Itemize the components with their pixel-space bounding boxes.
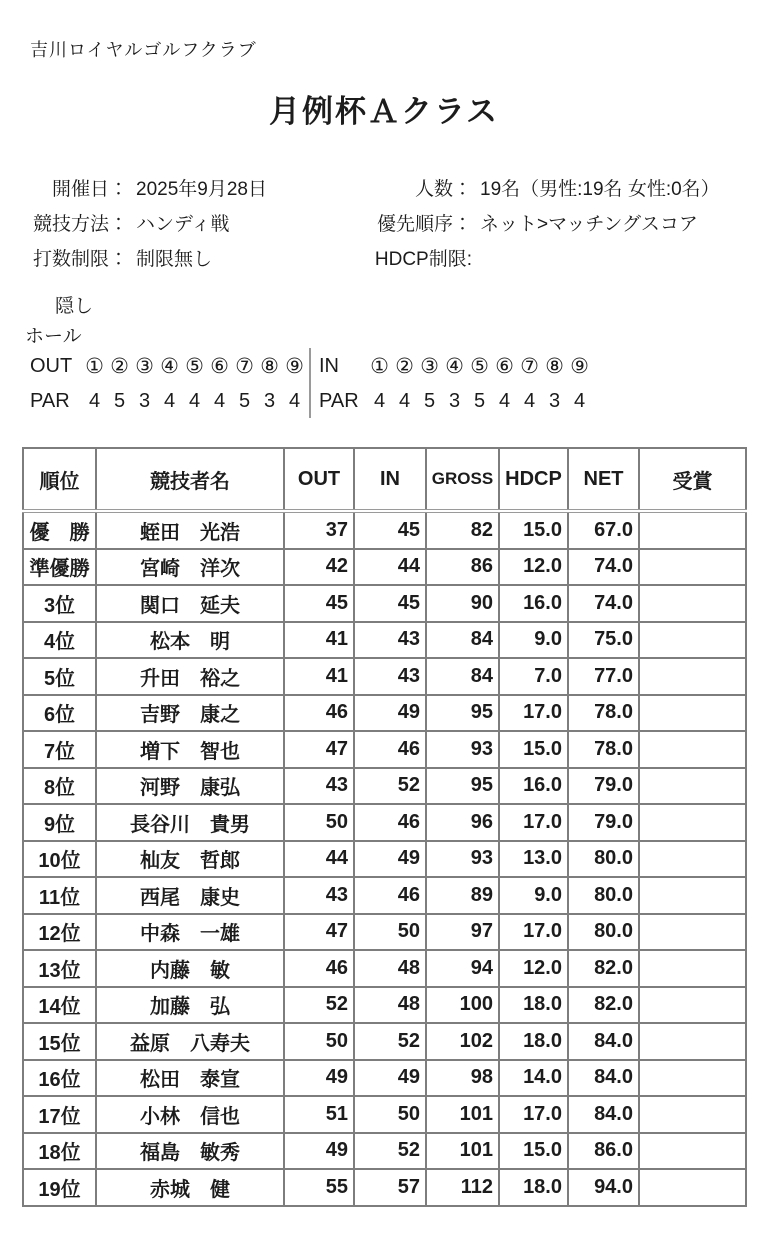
net-score-cell: 79.0 [568, 768, 639, 805]
hidden-holes-label-line2: ホール [25, 326, 82, 347]
info-row [0, 205, 768, 240]
hdcp-cell: 13.0 [499, 841, 568, 878]
table-row [23, 841, 746, 878]
hdcp-cell: 14.0 [499, 1060, 568, 1097]
info-priority-label: 優先順序： [376, 214, 472, 235]
hdcp-cell: 12.0 [499, 549, 568, 586]
hdcp-cell: 9.0 [499, 622, 568, 659]
table-row [23, 950, 746, 987]
in-label: IN [319, 354, 339, 377]
rank-cell: 19位 [23, 1169, 96, 1206]
hole-cell: 4 [163, 389, 176, 412]
table-row [23, 1096, 746, 1133]
net-score-cell: 74.0 [568, 585, 639, 622]
in-score-cell: 49 [354, 695, 426, 732]
rank-cell: 4位 [23, 622, 96, 659]
info-stroke-limit-label: 打数制限： [32, 249, 128, 270]
col-gross: GROSS [426, 448, 499, 511]
player-name-cell: 西尾 康史 [96, 877, 284, 914]
hole-cell: 3 [263, 389, 276, 412]
gross-score-cell: 96 [426, 804, 499, 841]
hole-cell: 4 [573, 389, 586, 412]
hole-cell: 4 [288, 389, 301, 412]
results-table-header [23, 448, 746, 511]
gross-score-cell: 95 [426, 695, 499, 732]
out-score-cell: 44 [284, 841, 354, 878]
info-stroke-limit-value: 制限無し [136, 249, 213, 270]
award-cell [639, 877, 746, 914]
in-score-cell: 49 [354, 1060, 426, 1097]
player-name-cell: 長谷川 貴男 [96, 804, 284, 841]
player-name-cell: 福島 敏秀 [96, 1133, 284, 1170]
award-cell [639, 1133, 746, 1170]
hdcp-cell: 15.0 [499, 1133, 568, 1170]
gross-score-cell: 93 [426, 731, 499, 768]
net-score-cell: 80.0 [568, 841, 639, 878]
award-cell [639, 1096, 746, 1133]
gross-score-cell: 100 [426, 987, 499, 1024]
hole-cell: ⑧ [545, 354, 564, 378]
rank-cell: 13位 [23, 950, 96, 987]
info-participants-label: 人数： [414, 179, 472, 200]
in-holes-block [309, 348, 592, 418]
rank-cell: 12位 [23, 914, 96, 951]
col-rank: 順位 [23, 448, 96, 511]
info-method-value: ハンディ戦 [136, 214, 230, 235]
out-score-cell: 42 [284, 549, 354, 586]
out-score-cell: 41 [284, 622, 354, 659]
info-priority [372, 209, 698, 236]
out-label: OUT [30, 354, 73, 377]
rank-cell: 8位 [23, 768, 96, 805]
info-date [0, 174, 372, 201]
rank-cell: 9位 [23, 804, 96, 841]
info-method [0, 209, 372, 236]
in-score-cell: 57 [354, 1169, 426, 1206]
table-row [23, 695, 746, 732]
gross-score-cell: 84 [426, 658, 499, 695]
player-name-cell: 宮崎 洋次 [96, 549, 284, 586]
net-score-cell: 84.0 [568, 1096, 639, 1133]
award-cell [639, 804, 746, 841]
info-date-value: 2025年9月28日 [136, 179, 267, 200]
net-score-cell: 78.0 [568, 695, 639, 732]
hole-cell: ⑦ [235, 354, 254, 378]
col-hdcp: HDCP [499, 448, 568, 511]
hole-cell: ③ [420, 354, 439, 378]
page-title: 月例杯Ａクラス [268, 94, 500, 129]
out-score-cell: 50 [284, 804, 354, 841]
player-name-cell: 増下 智也 [96, 731, 284, 768]
out-score-cell: 49 [284, 1060, 354, 1097]
player-name-cell: 中森 一雄 [96, 914, 284, 951]
rank-cell: 準優勝 [23, 549, 96, 586]
in-score-cell: 50 [354, 1096, 426, 1133]
rank-cell: 11位 [23, 877, 96, 914]
in-score-cell: 52 [354, 768, 426, 805]
table-row [23, 768, 746, 805]
in-score-cell: 48 [354, 950, 426, 987]
out-score-cell: 41 [284, 658, 354, 695]
net-score-cell: 84.0 [568, 1060, 639, 1097]
net-score-cell: 94.0 [568, 1169, 639, 1206]
gross-score-cell: 93 [426, 841, 499, 878]
player-name-cell: 益原 八寿夫 [96, 1023, 284, 1060]
in-score-cell: 52 [354, 1023, 426, 1060]
info-participants-value: 19名（男性:19名 女性:0名） [480, 179, 720, 200]
out-par-label: PAR [30, 389, 70, 412]
award-cell [639, 658, 746, 695]
gross-score-cell: 84 [426, 622, 499, 659]
hole-cell: ④ [445, 354, 464, 378]
out-score-cell: 55 [284, 1169, 354, 1206]
table-row [23, 731, 746, 768]
col-out: OUT [284, 448, 354, 511]
in-par-label: PAR [319, 389, 359, 412]
out-holes-block [30, 348, 307, 418]
out-score-cell: 47 [284, 914, 354, 951]
hdcp-cell: 9.0 [499, 877, 568, 914]
player-name-cell: 小林 信也 [96, 1096, 284, 1133]
table-row [23, 1023, 746, 1060]
player-name-cell: 蛭田 光浩 [96, 511, 284, 549]
hole-cell: ⑤ [470, 354, 489, 378]
in-score-cell: 49 [354, 841, 426, 878]
gross-score-cell: 95 [426, 768, 499, 805]
rank-cell: 14位 [23, 987, 96, 1024]
event-info [0, 170, 768, 275]
player-name-cell: 赤城 健 [96, 1169, 284, 1206]
hole-cell: ② [395, 354, 414, 378]
hdcp-cell: 7.0 [499, 658, 568, 695]
player-name-cell: 関口 延夫 [96, 585, 284, 622]
hole-cell: 4 [398, 389, 411, 412]
hidden-holes-area [30, 348, 592, 418]
gross-score-cell: 94 [426, 950, 499, 987]
table-row [23, 804, 746, 841]
hdcp-cell: 18.0 [499, 987, 568, 1024]
hole-cell: 5 [113, 389, 126, 412]
info-hdcp-limit [372, 244, 480, 271]
in-score-cell: 50 [354, 914, 426, 951]
net-score-cell: 75.0 [568, 622, 639, 659]
hole-cell: 4 [213, 389, 226, 412]
gross-score-cell: 90 [426, 585, 499, 622]
rank-cell: 10位 [23, 841, 96, 878]
hole-cell: 3 [548, 389, 561, 412]
rank-cell: 3位 [23, 585, 96, 622]
info-method-label: 競技方法： [32, 214, 128, 235]
in-score-cell: 46 [354, 804, 426, 841]
gross-score-cell: 82 [426, 511, 499, 549]
table-row [23, 622, 746, 659]
hole-cell: ⑧ [260, 354, 279, 378]
out-score-cell: 43 [284, 768, 354, 805]
table-row [23, 585, 746, 622]
hole-cell: ① [85, 354, 104, 378]
hole-cell: ③ [135, 354, 154, 378]
table-row [23, 1169, 746, 1206]
club-name: 吉川ロイヤルゴルフクラブ [30, 40, 257, 60]
award-cell [639, 987, 746, 1024]
award-cell [639, 1169, 746, 1206]
table-row [23, 511, 746, 549]
out-score-cell: 51 [284, 1096, 354, 1133]
in-score-cell: 46 [354, 877, 426, 914]
hole-cell: 5 [238, 389, 251, 412]
table-row [23, 914, 746, 951]
in-score-cell: 48 [354, 987, 426, 1024]
gross-score-cell: 98 [426, 1060, 499, 1097]
out-score-cell: 45 [284, 585, 354, 622]
hole-cell: 5 [473, 389, 486, 412]
table-row [23, 1133, 746, 1170]
hole-cell: ⑤ [185, 354, 204, 378]
player-name-cell: 杣友 哲郎 [96, 841, 284, 878]
gross-score-cell: 102 [426, 1023, 499, 1060]
hdcp-cell: 15.0 [499, 511, 568, 549]
hole-cell: ② [110, 354, 129, 378]
hdcp-cell: 17.0 [499, 804, 568, 841]
info-row [0, 240, 768, 275]
player-name-cell: 河野 康弘 [96, 768, 284, 805]
net-score-cell: 86.0 [568, 1133, 639, 1170]
award-cell [639, 731, 746, 768]
out-score-cell: 52 [284, 987, 354, 1024]
gross-score-cell: 89 [426, 877, 499, 914]
in-score-cell: 45 [354, 585, 426, 622]
gross-score-cell: 101 [426, 1096, 499, 1133]
out-score-cell: 50 [284, 1023, 354, 1060]
in-score-cell: 52 [354, 1133, 426, 1170]
net-score-cell: 84.0 [568, 1023, 639, 1060]
hole-cell: ⑨ [285, 354, 304, 378]
net-score-cell: 82.0 [568, 987, 639, 1024]
info-row [0, 170, 768, 205]
col-player: 競技者名 [96, 448, 284, 511]
hdcp-cell: 17.0 [499, 695, 568, 732]
in-score-cell: 43 [354, 622, 426, 659]
hidden-holes-label [25, 292, 111, 352]
net-score-cell: 78.0 [568, 731, 639, 768]
col-award: 受賞 [639, 448, 746, 511]
award-cell [639, 622, 746, 659]
award-cell [639, 1060, 746, 1097]
hdcp-cell: 17.0 [499, 1096, 568, 1133]
info-priority-value: ネット>マッチングスコア [480, 214, 698, 235]
rank-cell: 15位 [23, 1023, 96, 1060]
hole-cell: 4 [373, 389, 386, 412]
in-score-cell: 43 [354, 658, 426, 695]
table-row [23, 1060, 746, 1097]
info-participants [372, 174, 720, 201]
hole-cell: 5 [423, 389, 436, 412]
net-score-cell: 67.0 [568, 511, 639, 549]
rank-cell: 17位 [23, 1096, 96, 1133]
header-row [23, 448, 746, 511]
net-score-cell: 79.0 [568, 804, 639, 841]
net-score-cell: 80.0 [568, 914, 639, 951]
info-date-label: 開催日： [51, 179, 128, 200]
hole-cell: ⑥ [210, 354, 229, 378]
player-name-cell: 升田 裕之 [96, 658, 284, 695]
hdcp-cell: 15.0 [499, 731, 568, 768]
hole-cell: ⑥ [495, 354, 514, 378]
out-score-cell: 37 [284, 511, 354, 549]
hole-cell: ④ [160, 354, 179, 378]
out-score-cell: 46 [284, 695, 354, 732]
gross-score-cell: 112 [426, 1169, 499, 1206]
hole-cell: ⑦ [520, 354, 539, 378]
hdcp-cell: 12.0 [499, 950, 568, 987]
award-cell [639, 841, 746, 878]
rank-cell: 優 勝 [23, 511, 96, 549]
out-score-cell: 46 [284, 950, 354, 987]
rank-cell: 5位 [23, 658, 96, 695]
award-cell [639, 549, 746, 586]
col-in: IN [354, 448, 426, 511]
rank-cell: 6位 [23, 695, 96, 732]
hdcp-cell: 18.0 [499, 1169, 568, 1206]
hole-cell: 3 [138, 389, 151, 412]
hole-cell: 4 [498, 389, 511, 412]
out-score-cell: 49 [284, 1133, 354, 1170]
player-name-cell: 加藤 弘 [96, 987, 284, 1024]
player-name-cell: 松本 明 [96, 622, 284, 659]
table-row [23, 877, 746, 914]
gross-score-cell: 97 [426, 914, 499, 951]
results-table-body [23, 511, 746, 1206]
hole-cell: 4 [188, 389, 201, 412]
gross-score-cell: 86 [426, 549, 499, 586]
results-table [22, 447, 747, 1207]
hidden-holes-label-line1: 隠し [55, 296, 94, 317]
in-score-cell: 46 [354, 731, 426, 768]
rank-cell: 16位 [23, 1060, 96, 1097]
table-row [23, 658, 746, 695]
hole-cell: ① [370, 354, 389, 378]
gross-score-cell: 101 [426, 1133, 499, 1170]
net-score-cell: 77.0 [568, 658, 639, 695]
award-cell [639, 914, 746, 951]
net-score-cell: 74.0 [568, 549, 639, 586]
col-net: NET [568, 448, 639, 511]
out-score-cell: 47 [284, 731, 354, 768]
table-row [23, 549, 746, 586]
hole-cell: ⑨ [570, 354, 589, 378]
in-score-cell: 45 [354, 511, 426, 549]
hole-cell: 4 [88, 389, 101, 412]
net-score-cell: 82.0 [568, 950, 639, 987]
hdcp-cell: 17.0 [499, 914, 568, 951]
rank-cell: 18位 [23, 1133, 96, 1170]
info-stroke-limit [0, 244, 372, 271]
player-name-cell: 内藤 敏 [96, 950, 284, 987]
hdcp-cell: 16.0 [499, 585, 568, 622]
player-name-cell: 吉野 康之 [96, 695, 284, 732]
hole-cell: 4 [523, 389, 536, 412]
award-cell [639, 511, 746, 549]
table-row [23, 987, 746, 1024]
in-score-cell: 44 [354, 549, 426, 586]
award-cell [639, 1023, 746, 1060]
info-hdcp-limit-label: HDCP制限: [374, 249, 472, 270]
rank-cell: 7位 [23, 731, 96, 768]
hdcp-cell: 16.0 [499, 768, 568, 805]
award-cell [639, 585, 746, 622]
out-score-cell: 43 [284, 877, 354, 914]
hdcp-cell: 18.0 [499, 1023, 568, 1060]
net-score-cell: 80.0 [568, 877, 639, 914]
award-cell [639, 950, 746, 987]
award-cell [639, 695, 746, 732]
award-cell [639, 768, 746, 805]
player-name-cell: 松田 泰宣 [96, 1060, 284, 1097]
hole-cell: 3 [448, 389, 461, 412]
